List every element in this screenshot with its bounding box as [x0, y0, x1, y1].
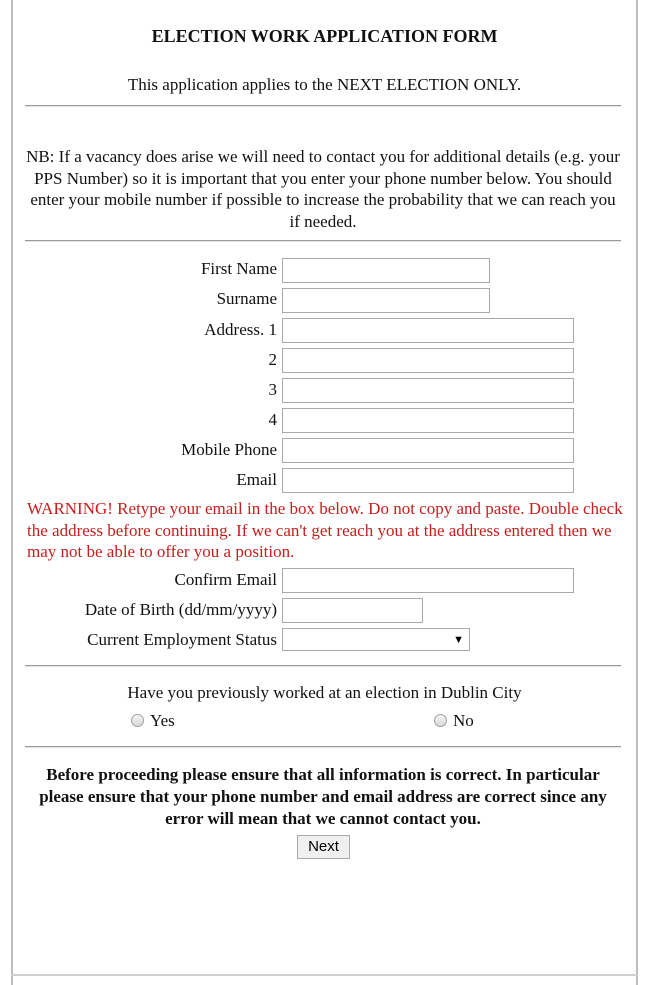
surname-input[interactable]	[282, 288, 490, 313]
divider	[25, 746, 621, 748]
email-label: Email	[236, 470, 277, 489]
page-border-left	[11, 0, 13, 985]
first-name-label: First Name	[200, 259, 277, 278]
applies-note: This application applies to the NEXT ELECTION ONLY.	[127, 75, 522, 94]
divider	[25, 105, 621, 107]
employment-status-label: Current Employment Status	[87, 630, 277, 649]
address3-input[interactable]	[282, 378, 574, 403]
confirm-notice: Before proceeding please ensure that all information is correct. In particular please ensure that your phone number and email address are correct since any error will mean that we cannot contact you.	[39, 765, 607, 828]
previous-work-no-radio[interactable]	[434, 714, 447, 727]
confirm-email-input[interactable]	[282, 568, 574, 593]
previous-work-yes-label[interactable]: Yes	[150, 711, 175, 730]
first-name-input[interactable]	[282, 258, 490, 283]
date-of-birth-input[interactable]	[282, 598, 423, 623]
address4-label: 4	[268, 410, 277, 429]
divider	[25, 240, 621, 242]
divider	[25, 665, 621, 667]
form-title: ELECTION WORK APPLICATION FORM	[151, 26, 498, 46]
previous-work-no-label[interactable]: No	[453, 711, 474, 730]
address2-label: 2	[268, 350, 277, 369]
previous-work-question: Have you previously worked at an election in Dublin City	[127, 683, 522, 702]
surname-label: Surname	[216, 289, 277, 308]
email-input[interactable]	[282, 468, 574, 493]
date-of-birth-label: Date of Birth (dd/mm/yyyy)	[84, 600, 277, 619]
employment-status-select[interactable]	[282, 628, 470, 651]
confirm-email-label: Confirm Email	[174, 570, 277, 589]
mobile-phone-input[interactable]	[282, 438, 574, 463]
email-warning: WARNING! Retype your email in the box below. Do not copy and paste. Double check the address before continuing. If we can't get reach you at the address entered then we may not be able to offer you a position.	[27, 499, 623, 561]
page-border-right	[636, 0, 638, 985]
address1-label: Address. 1	[204, 320, 277, 339]
previous-work-yes-radio[interactable]	[131, 714, 144, 727]
address4-input[interactable]	[282, 408, 574, 433]
address1-input[interactable]	[282, 318, 574, 343]
page-border-bottom	[11, 974, 638, 976]
address2-input[interactable]	[282, 348, 574, 373]
mobile-phone-label: Mobile Phone	[181, 440, 277, 459]
dropdown-arrow-icon: ▼	[453, 634, 464, 646]
address3-label: 3	[268, 380, 277, 399]
nb-note: NB: If a vacancy does arise we will need to contact you for additional details (e.g. your PPS Number) so it is important that you enter your phone number below. You should enter your mobile number if possible to increase the probability that we can reach you if needed.	[26, 147, 620, 231]
next-button[interactable]: Next	[297, 835, 350, 859]
